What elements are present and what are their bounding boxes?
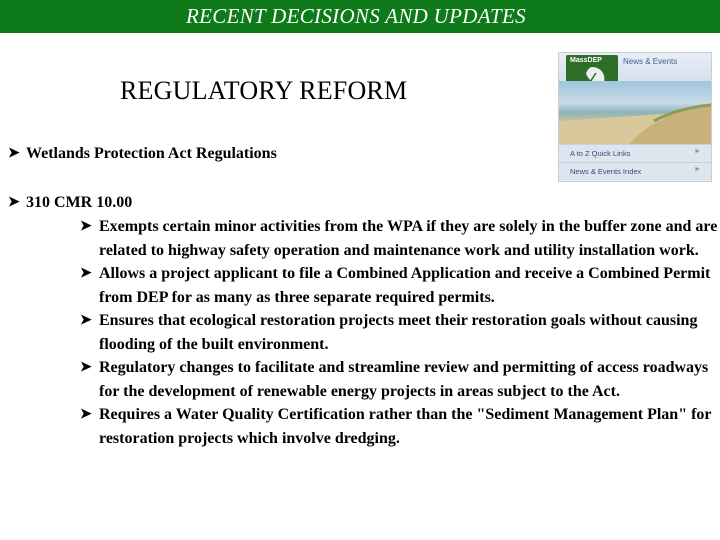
news-events-index-link: News & Events Index [570, 167, 642, 176]
arrow-bullet-icon: ➤ [8, 195, 20, 210]
arrow-bullet-icon: ➤ [80, 360, 92, 375]
chevron-right-icon: ► [694, 166, 701, 173]
header-title: RECENT DECISIONS AND UPDATES [186, 4, 526, 28]
beach-scene [559, 81, 711, 144]
arrow-bullet-icon: ➤ [8, 146, 20, 161]
sub-bullet-text: Requires a Water Quality Certification rather than the "Sediment Management Plan" for restoration projects which involve dredging. [99, 406, 712, 447]
arrow-bullet-icon: ➤ [80, 219, 92, 234]
beach-photo [559, 81, 711, 144]
sub-bullet-text: Exempts certain minor activities from the WPA if they are solely in the buffer zone and are related to highway safety operation and maintenance work and utility installation work. [99, 218, 718, 259]
a-to-z-link: A to Z Quick Links [570, 149, 631, 158]
bullet-item [8, 142, 277, 166]
thumbnail-link-row [559, 144, 711, 162]
news-events-link: News & Events [623, 57, 678, 66]
thumbnail-link-row [559, 162, 711, 180]
sub-bullet-item [80, 403, 720, 450]
sub-bullet-item [80, 356, 720, 403]
chevron-right-icon: ► [694, 148, 701, 155]
logo-text: MassDEP [570, 57, 602, 64]
arrow-bullet-icon: ➤ [80, 266, 92, 281]
sub-bullet-item [80, 215, 720, 262]
slide-subtitle: REGULATORY REFORM [120, 76, 408, 105]
bullet-text: 310 CMR 10.00 [26, 194, 133, 211]
header-bar [0, 0, 720, 33]
sub-bullet-text: Ensures that ecological restoration projects meet their restoration goals without causing flooding of the built environment. [99, 312, 698, 353]
bullet-text: Wetlands Protection Act Regulations [26, 145, 277, 162]
arrow-bullet-icon: ➤ [80, 313, 92, 328]
sub-bullet-list [80, 191, 720, 450]
sub-bullet-item [80, 309, 720, 356]
massdep-website-thumbnail [558, 52, 712, 182]
sub-bullet-text: Allows a project applicant to file a Combined Application and receive a Combined Permit from DEP for as many as three separate required permits. [99, 265, 711, 306]
arrow-bullet-icon: ➤ [80, 407, 92, 422]
sub-bullet-item [80, 262, 720, 309]
sub-bullet-text: Regulatory changes to facilitate and streamline review and permitting of access roadways for the development of renewable energy projects in areas subject to the Act. [99, 359, 709, 400]
